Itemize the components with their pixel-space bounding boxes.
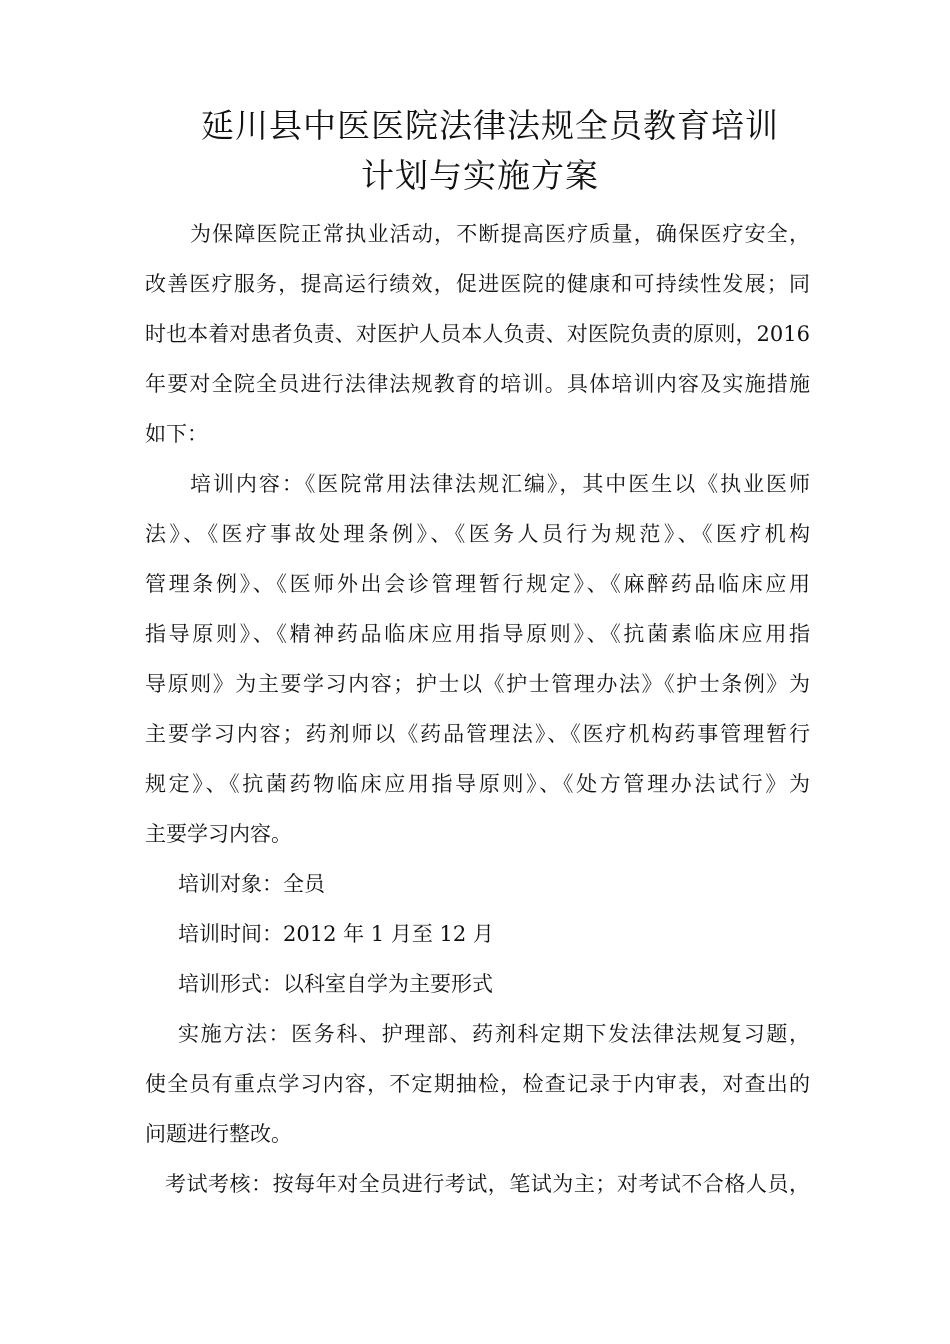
document-title-line-1: 延川县中医医院法律法规全员教育培训 (201, 106, 779, 145)
training-target-line: 培训对象：全员 (178, 872, 325, 896)
paragraph-line: 指导原则》、《精神药品临床应用指导原则》、《抗菌素临床应用指 (145, 622, 810, 646)
paragraph-line: 管理条例》、《医师外出会诊管理暂行规定》、《麻醉药品临床应用 (145, 572, 810, 596)
paragraph-line: 时也本着对患者负责、对医护人员本人负责、对医院负责的原则，2016 (145, 322, 810, 346)
paragraph-line: 使全员有重点学习内容，不定期抽检，检查记录于内审表，对查出的 (145, 1072, 810, 1096)
paragraph-line: 主要学习内容；药剂师以《药品管理法》、《医疗机构药事管理暂行 (145, 722, 810, 746)
paragraph-line: 年要对全院全员进行法律法规教育的培训。具体培训内容及实施措施 (145, 372, 810, 396)
paragraph-line: 规定》、《抗菌药物临床应用指导原则》、《处方管理办法试行》为 (145, 772, 810, 796)
paragraph-line: 为保障医院正常执业活动，不断提高医疗质量，确保医疗安全， (190, 222, 810, 246)
paragraph-line: 问题进行整改。 (145, 1122, 292, 1146)
training-format-line: 培训形式：以科室自学为主要形式 (178, 972, 493, 996)
training-time-line: 培训时间：2012 年 1 月至 12 月 (178, 922, 494, 946)
paragraph-line: 法》、《医疗事故处理条例》、《医务人员行为规范》、《医疗机构 (145, 522, 810, 546)
paragraph-line: 考试考核：按每年对全员进行考试，笔试为主；对考试不合格人员， (165, 1172, 810, 1196)
paragraph-line: 实施方法：医务科、护理部、药剂科定期下发法律法规复习题， (178, 1022, 810, 1046)
paragraph-line: 如下： (145, 422, 208, 446)
paragraph-line: 改善医疗服务，提高运行绩效，促进医院的健康和可持续性发展；同 (145, 272, 810, 296)
paragraph-line: 导原则》为主要学习内容；护士以《护士管理办法》《护士条例》为 (145, 672, 810, 696)
document-title-line-2: 计划与实施方案 (361, 156, 599, 195)
paragraph-line: 培训内容：《医院常用法律法规汇编》，其中医生以《执业医师 (190, 472, 810, 496)
paragraph-line: 主要学习内容。 (145, 822, 292, 846)
